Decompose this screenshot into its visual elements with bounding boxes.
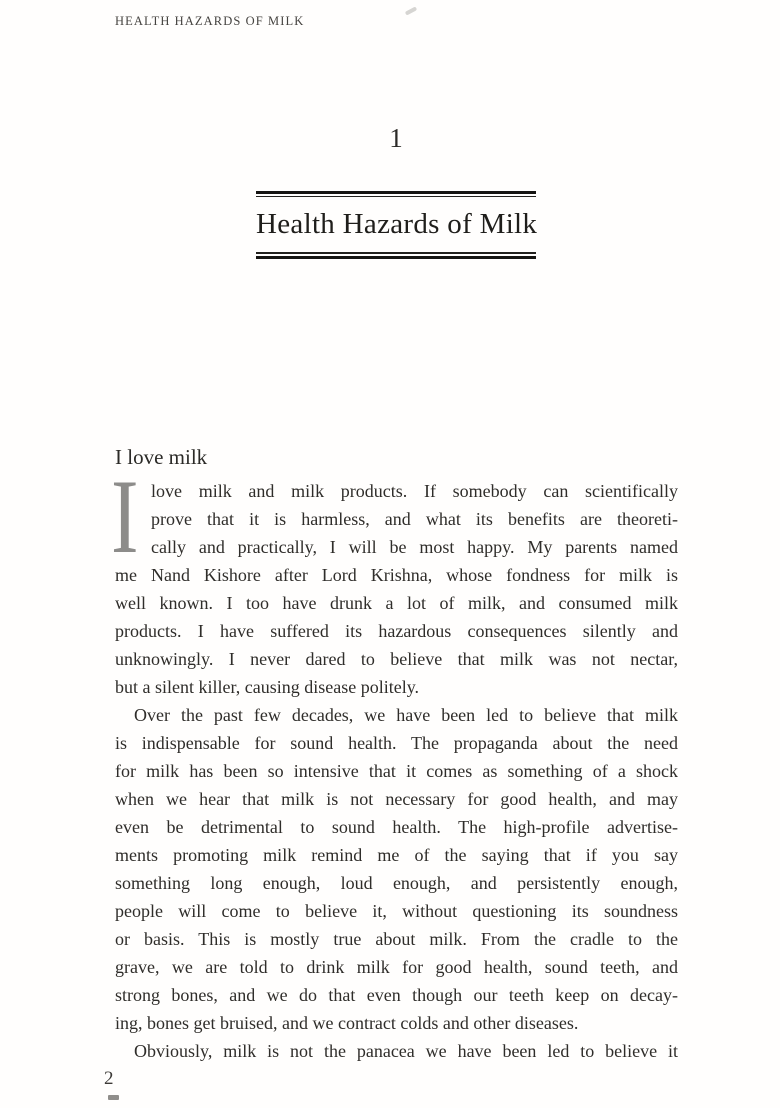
text-line: people will come to believe it, without questioning its soundness: [115, 901, 678, 921]
text-line: is indispensable for sound health. The propaganda about the need: [115, 733, 678, 753]
text-line: prove that it is harmless, and what its benefits are theoreti-: [151, 509, 678, 529]
text-line: cally and practically, I will be most happy. My parents named: [151, 537, 678, 557]
rule-line: [256, 191, 536, 194]
text-line: Over the past few decades, we have been led to believe that milk: [134, 705, 678, 725]
ink-smudge-icon: [108, 1095, 119, 1100]
text-line: strong bones, and we do that even though our teeth keep on decay-: [115, 985, 678, 1005]
text-line: products. I have suffered its hazardous consequences silently and: [115, 621, 678, 641]
double-rule-top: [256, 191, 536, 197]
page-number: 2: [104, 1068, 114, 1089]
text-line: ments promoting milk remind me of the saying that if you say: [115, 845, 678, 865]
double-rule-bottom: [256, 252, 536, 258]
paragraph-1: [111, 458, 678, 701]
text-line: but a silent killer, causing disease politely.: [115, 677, 420, 697]
text-line: me Nand Kishore after Lord Krishna, whose fondness for milk is: [115, 565, 678, 585]
text-line: Obviously, milk is not the panacea we have been led to believe it: [134, 1041, 678, 1061]
paragraph-3: [115, 1037, 678, 1065]
text-line: grave, we are told to drink milk for good health, sound teeth, and: [115, 957, 678, 977]
text-line: unknowingly. I never dared to believe that milk was not nectar,: [115, 649, 678, 669]
paragraph-1-dropcap-lines: [151, 477, 678, 561]
running-header: HEALTH HAZARDS OF MILK: [115, 14, 305, 28]
scan-smudge-icon: [405, 6, 417, 15]
paragraph-2: [115, 701, 678, 1037]
text-line: for milk has been so intensive that it comes as something of a shock: [115, 761, 678, 781]
chapter-title-block: [256, 191, 536, 259]
drop-cap: I: [111, 458, 139, 575]
text-line: well known. I too have drunk a lot of milk, and consumed milk: [115, 593, 678, 613]
paragraph-1-lines: [115, 561, 678, 701]
chapter-number: 1: [389, 123, 403, 153]
text-line: love milk and milk products. If somebody can scientifically: [151, 481, 678, 501]
text-line: ing, bones get bruised, and we contract colds and other diseases.: [115, 1013, 579, 1033]
section-heading: I love milk: [115, 445, 208, 469]
text-line: even be detrimental to sound health. The high-profile advertise-: [115, 817, 678, 837]
text-line: when we hear that milk is not necessary for good health, and may: [115, 789, 678, 809]
body-text-column: [111, 444, 678, 1065]
chapter-title: Health Hazards of Milk: [256, 208, 538, 241]
text-line: or basis. This is mostly true about milk. From the cradle to the: [115, 929, 678, 949]
rule-line: [256, 196, 536, 197]
rule-line: [256, 256, 536, 259]
text-line: something long enough, loud enough, and persistently enough,: [115, 873, 678, 893]
rule-line: [256, 252, 536, 253]
